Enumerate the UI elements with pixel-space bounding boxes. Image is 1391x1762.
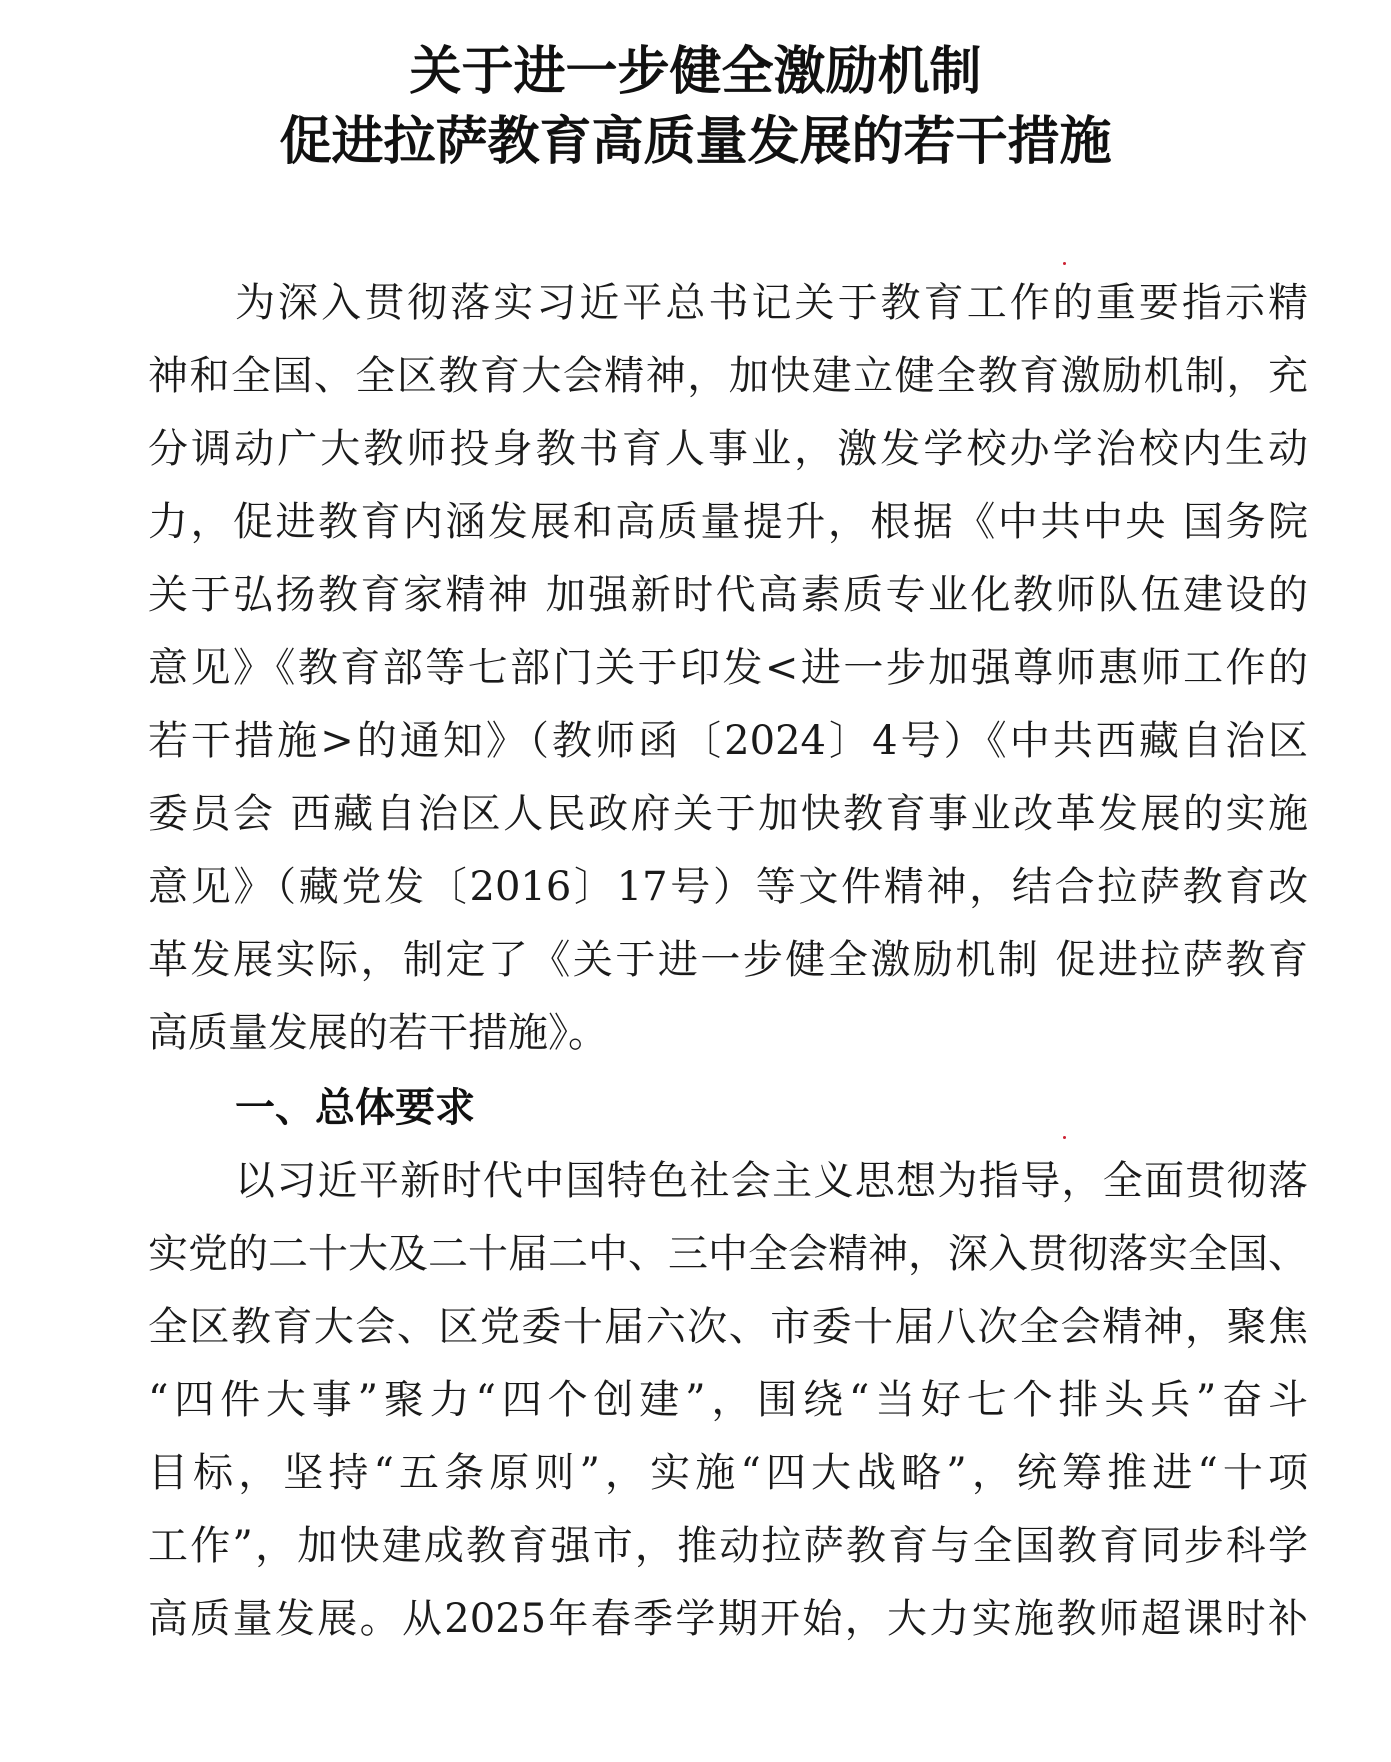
paragraph-line: 高质量发展的若干措施》。 [148,1010,608,1056]
paragraph-line: 委员会 西藏自治区人民政府关于加快教育事业改革发展的实施 [148,791,1308,837]
paragraph-line: 革发展实际，制定了《关于进一步健全激励机制 促进拉萨教育 [148,937,1308,983]
document-title-line-1: 关于进一步健全激励机制 [409,42,982,102]
paragraph-line: 意见》《教育部等七部门关于印发<进一步加强尊师惠师工作的 [148,645,1308,691]
paragraph-line: 以习近平新时代中国特色社会主义思想为指导，全面贯彻落 [235,1158,1308,1204]
paragraph-line: 意见》（藏党发〔2016〕17号）等文件精神，结合拉萨教育改 [148,864,1308,910]
paragraph-line: 关于弘扬教育家精神 加强新时代高素质专业化教师队伍建设的 [148,572,1308,618]
red-dot-mark [1063,1136,1066,1139]
paragraph-line: 力，促进教育内涵发展和高质量提升，根据《中共中央 国务院 [148,499,1308,545]
paragraph-line: 工作”，加快建成教育强市，推动拉萨教育与全国教育同步科学 [148,1523,1308,1569]
paragraph-line: 若干措施>的通知》（教师函〔2024〕4号）《中共西藏自治区 [148,718,1308,764]
document-title-line-2: 促进拉萨教育高质量发展的若干措施 [279,112,1112,172]
section-heading: 一、总体要求 [235,1085,475,1131]
paragraph-line: 目标，坚持“五条原则”，实施“四大战略”，统筹推进“十项 [148,1450,1308,1496]
paragraph-line: 分调动广大教师投身教书育人事业，激发学校办学治校内生动 [148,426,1308,472]
paragraph-line: 神和全国、全区教育大会精神，加快建立健全教育激励机制，充 [148,353,1308,399]
paragraph-line: 为深入贯彻落实习近平总书记关于教育工作的重要指示精 [235,280,1308,326]
paragraph-line: 实党的二十大及二十届二中、三中全会精神，深入贯彻落实全国、 [148,1231,1308,1277]
paragraph-line: 全区教育大会、区党委十届六次、市委十届八次全会精神，聚焦 [148,1304,1308,1350]
paragraph-line: 高质量发展。从2025年春季学期开始，大力实施教师超课时补 [148,1596,1308,1642]
paragraph-line: “四件大事”聚力“四个创建”，围绕“当好七个排头兵”奋斗 [148,1377,1308,1423]
red-dot-mark [1063,262,1066,265]
